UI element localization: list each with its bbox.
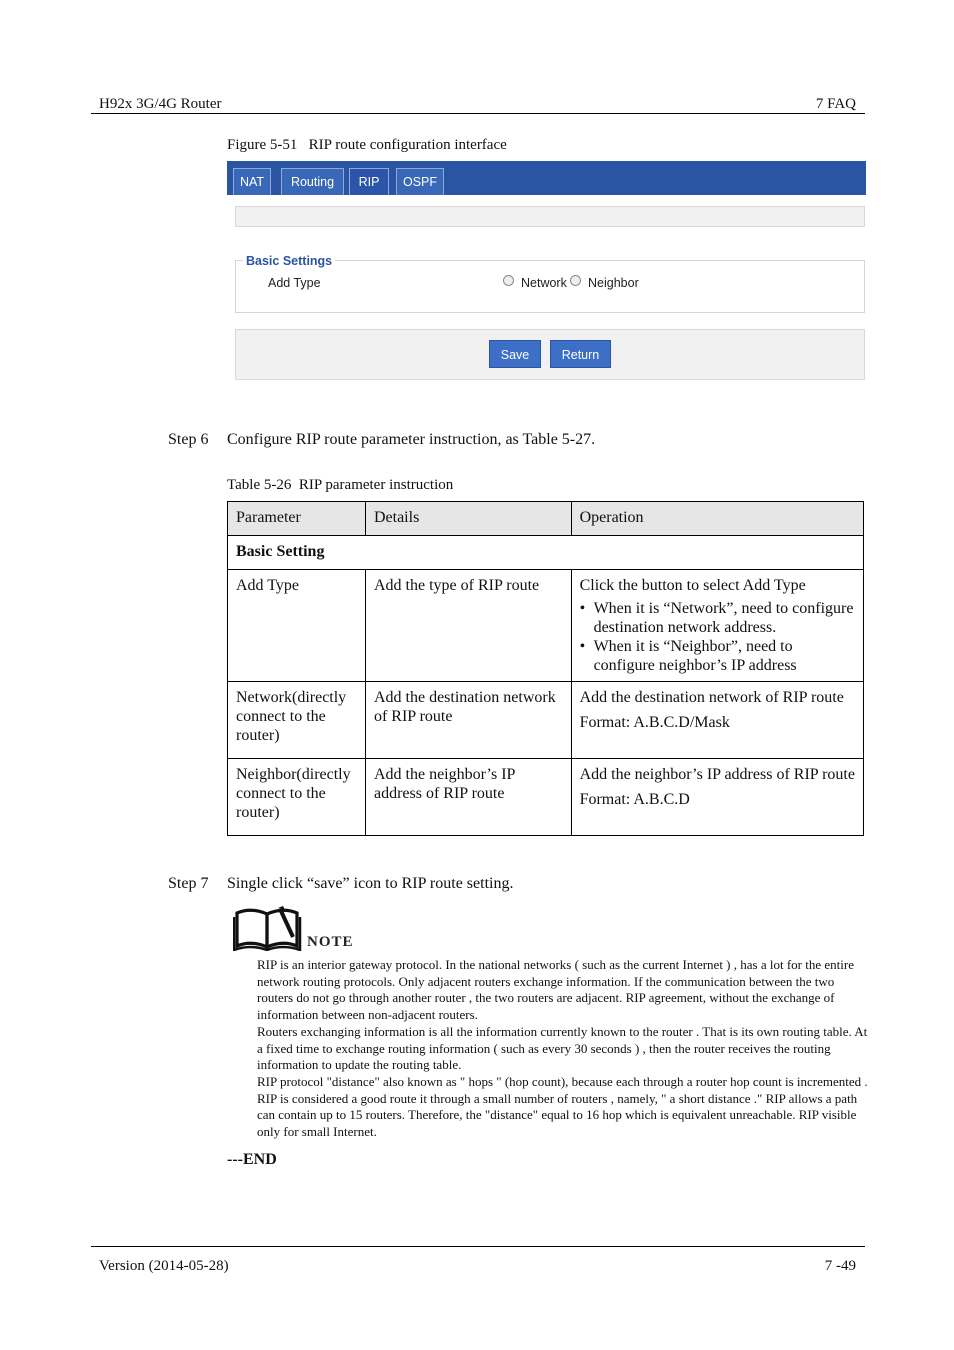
note-paragraph: Routers exchanging information is all the information currently known to the router . That is its own routing table. At a fixed time to exchange routing information ( such as every 30 seconds ) , then the router receives the routing information to update the routing table. [257, 1023, 868, 1073]
table-row [228, 759, 864, 836]
note-paragraph: RIP protocol "distance" also known as " hops " (hop count), because each through a router hop count is incremented . RIP is considered a good route it through a small number of routers , namely, " a short distance ." RIP allows a path can contain up to 15 routers. Therefore, the "distance" equal to 16 hop which is equivalent unreachable. RIP visible only for small Internet. [257, 1073, 868, 1140]
operation-text: Add the destination network of RIP route [579, 689, 844, 706]
rip-config-screenshot [227, 161, 866, 385]
neighbor-radio-label: Neighbor [588, 276, 639, 290]
basic-settings-legend: Basic Settings [243, 254, 335, 268]
table-row [228, 682, 864, 759]
cell-details: Add the type of RIP route [365, 570, 571, 682]
note-text [257, 957, 869, 1141]
operation-text: Click the button to select Add Type [579, 577, 806, 594]
tab-bar [227, 161, 866, 195]
network-radio[interactable] [503, 275, 514, 286]
table-caption: Table 5-26 RIP parameter instruction [227, 477, 454, 493]
header-title: H92x 3G/4G Router [99, 96, 222, 112]
operation-text: Add the neighbor’s IP address of RIP route [579, 766, 855, 783]
tab-nat[interactable]: NAT [233, 168, 271, 195]
section-basic-setting: Basic Setting [228, 536, 864, 570]
note-paragraph: RIP is an interior gateway protocol. In the national networks ( such as the current Internet ) , has a lot for the entire network routing protocols. Only adjacent routers exchange information. If the communication between the two routers do not go through another router , the two routers are adjacent. RIP agreement, without the exchange of information between non-adjacent routers. [257, 957, 854, 1023]
operation-format: Format: A.B.C.D/Mask [579, 714, 730, 731]
step7-number: Step 7 [168, 875, 209, 892]
table-section-row [228, 536, 864, 570]
bullet-item: • When it is “Neighbor”, need to configure neighbor’s IP address [594, 637, 855, 675]
footer-page-number: 7 -49 [824, 1258, 856, 1274]
neighbor-radio[interactable] [570, 275, 581, 286]
step6-text: Configure RIP route parameter instruction, as Table 5-27. [227, 431, 596, 448]
return-button[interactable]: Return [550, 340, 611, 368]
footer-version: Version (2014-05-28) [99, 1258, 229, 1274]
cell-operation [571, 570, 863, 682]
operation-format: Format: A.B.C.D [579, 791, 690, 808]
header-parameter: Parameter [228, 502, 366, 536]
table-header-row [228, 502, 864, 536]
figure-caption: Figure 5-51 RIP route configuration interface [227, 137, 507, 153]
header-chapter: 7 FAQ [815, 96, 856, 112]
top-toolbar [235, 206, 865, 227]
end-marker: ---END [227, 1151, 277, 1168]
cell-param: Network(directly connect to the router) [228, 682, 366, 759]
cell-details: Add the neighbor’s IP address of RIP route [365, 759, 571, 836]
footer-rule [91, 1246, 865, 1247]
cell-operation [571, 759, 863, 836]
network-radio-label: Network [521, 276, 567, 290]
bullet-item: • When it is “Network”, need to configure destination network address. [594, 599, 855, 637]
operation-bullets [580, 599, 855, 675]
step6-number: Step 6 [168, 431, 209, 448]
note-label: NOTE [307, 934, 354, 950]
cell-operation [571, 682, 863, 759]
header-details: Details [365, 502, 571, 536]
cell-param: Neighbor(directly connect to the router) [228, 759, 366, 836]
tab-ospf[interactable]: OSPF [396, 168, 444, 195]
table-row [228, 570, 864, 682]
header-rule [91, 113, 865, 114]
save-button[interactable]: Save [489, 340, 541, 368]
rip-parameter-table [227, 501, 864, 836]
tab-routing[interactable]: Routing [281, 168, 344, 195]
cell-param: Add Type [228, 570, 366, 682]
add-type-label: Add Type [268, 276, 321, 290]
book-icon [233, 905, 303, 956]
tab-rip[interactable]: RIP [349, 168, 389, 195]
step7-text: Single click “save” icon to RIP route setting. [227, 875, 514, 892]
cell-details: Add the destination network of RIP route [365, 682, 571, 759]
header-operation: Operation [571, 502, 863, 536]
